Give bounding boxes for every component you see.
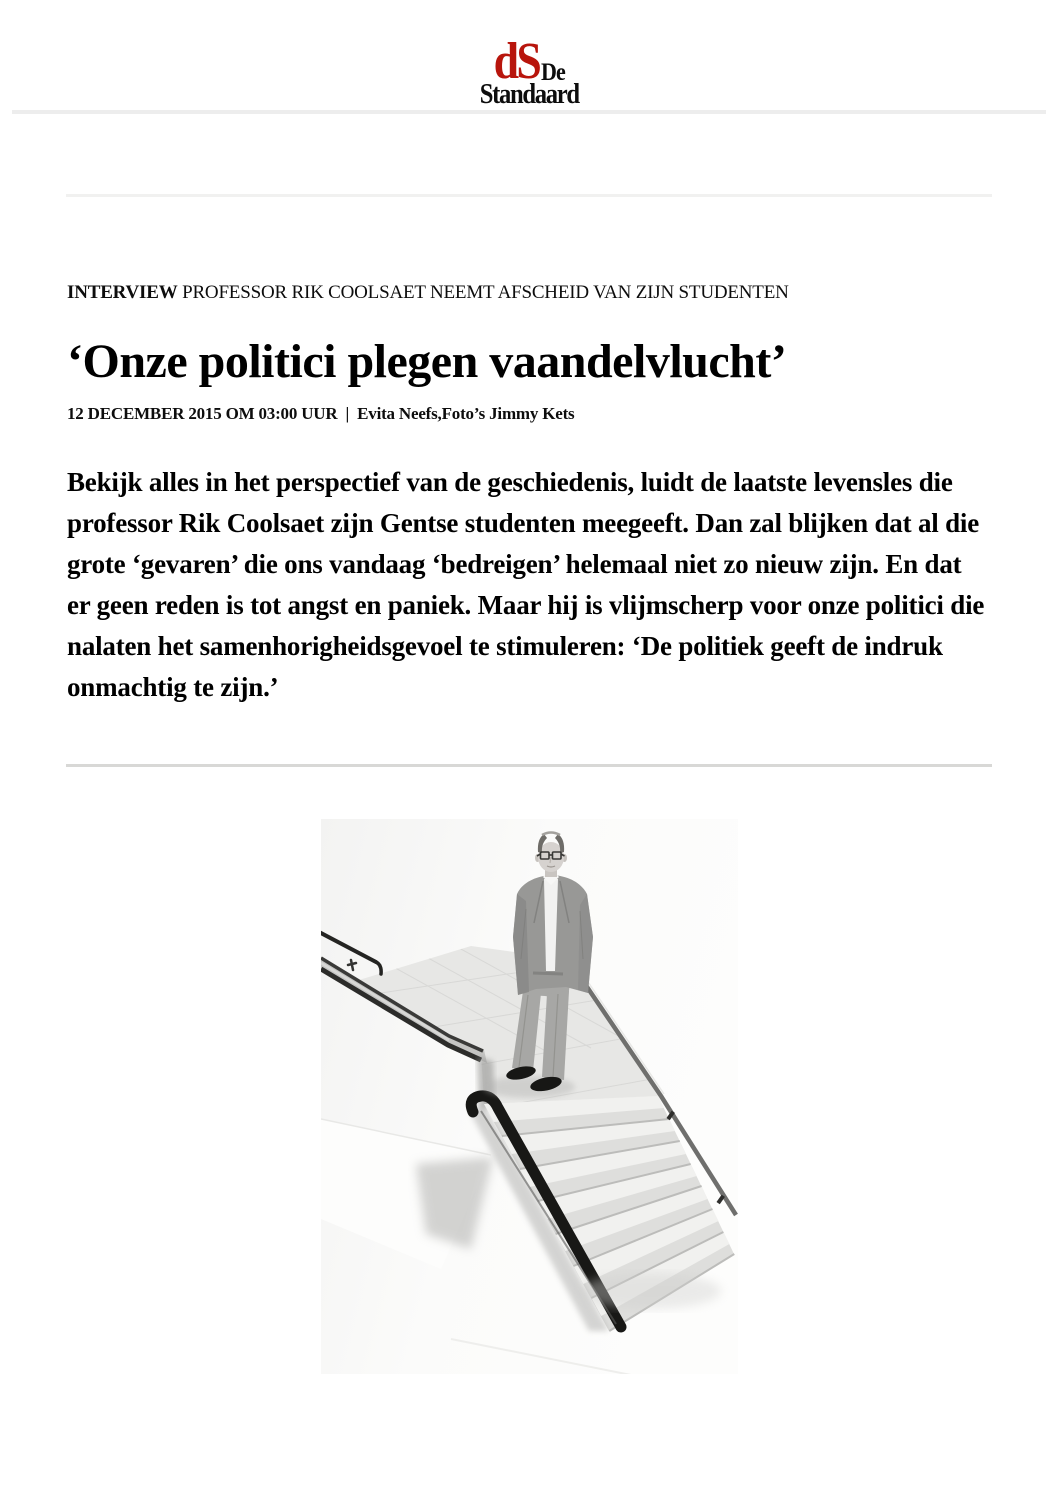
publish-date: 12 DECEMBER 2015 OM 03:00 UUR	[67, 403, 338, 423]
kicker-label: INTERVIEW	[67, 282, 178, 303]
logo-standaard-word: Standaard	[479, 79, 579, 110]
content-top-divider	[66, 194, 992, 197]
lead-paragraph: Bekijk alles in het perspectief van de geschiedenis, luidt de laatste levensles die professor Rik Coolsaet zijn Gentse studenten meegeeft. Dan zal blijken dat al die grote ‘gevaren’ die ons vandaag ‘bedreigen’ helemaal niet zo nieuw zijn. En dat er geen reden is tot angst en paniek. Maar hij is vlijmscherp voor onze politici die nalaten het samenhorigheidsgevoel te stimuleren: ‘De politiek geeft de indruk onmachtig te zijn.’	[67, 466, 985, 702]
logo-ds-monogram: dS	[493, 33, 539, 90]
staircase-portrait-illustration	[321, 819, 738, 1374]
jacket	[513, 873, 593, 995]
logo-de-word: De	[540, 59, 565, 86]
byline: Evita Neefs,Foto’s Jimmy Kets	[357, 403, 575, 423]
kicker-text: PROFESSOR RIK COOLSAET NEEMT AFSCHEID VAN ZIJN STUDENTEN	[182, 282, 789, 303]
masthead	[0, 0, 1058, 110]
article-photo	[321, 819, 738, 1374]
article	[0, 281, 1058, 708]
headline: ‘Onze politici plegen vaandelvlucht’	[67, 334, 787, 388]
newspaper-logo[interactable]	[479, 33, 579, 110]
lead-divider	[66, 764, 992, 767]
byline-separator: |	[345, 403, 350, 423]
kicker	[67, 281, 991, 305]
masthead-divider	[12, 110, 1046, 114]
dateline	[67, 404, 991, 424]
stair-bottom-shadow	[581, 1273, 721, 1309]
